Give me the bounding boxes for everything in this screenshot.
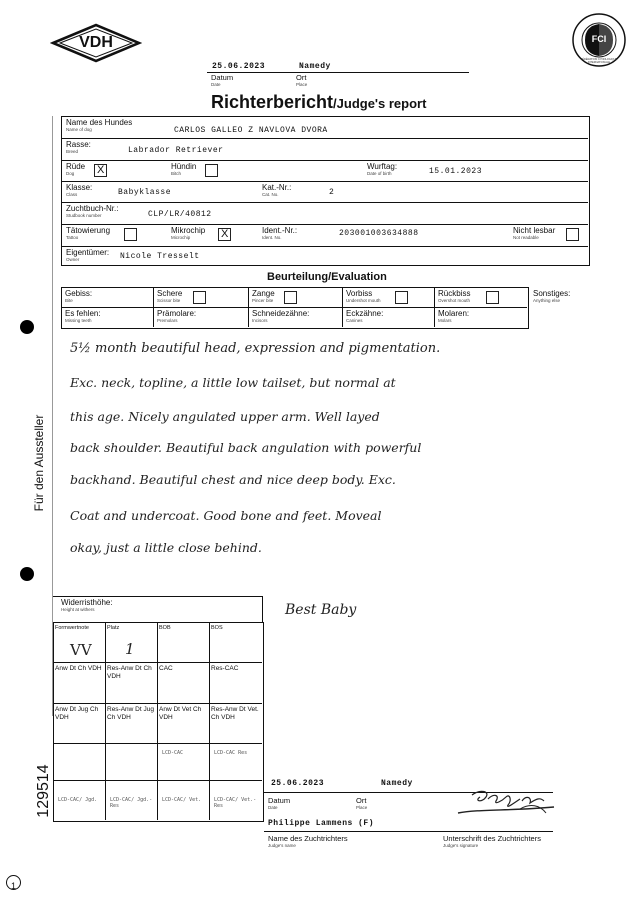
grid-stamp: LCD-CAC/ Jgd.	[58, 797, 98, 803]
scissor-checkbox[interactable]	[193, 291, 206, 304]
place-value: 1	[125, 640, 135, 658]
ident-label: Ident.-Nr.: Ident. No.	[262, 226, 298, 240]
owner-label: Eigentümer: Owner	[66, 248, 110, 262]
punch-hole	[20, 567, 34, 581]
report-line: Exc. neck, topline, a little low tailset, but normal at	[70, 375, 396, 390]
canines-label: Eckzähne: Canines	[346, 309, 384, 323]
punch-hole	[20, 320, 34, 334]
grid-cell: Anw Dt Ch VDH	[55, 665, 102, 672]
catno-value: 2	[329, 188, 335, 197]
missing-teeth-label: Es fehlen: Missing teeth	[65, 309, 101, 323]
whelped-label: Wurftag: Date of birth	[367, 162, 398, 176]
grid-stamp: LCD-CAC/ Vet.	[162, 797, 202, 803]
class-value: Babyklasse	[118, 188, 172, 197]
footer-place-value: Namedy	[381, 779, 413, 788]
footer-date-label: Datum Date	[268, 796, 291, 810]
undershot-label: Vorbiss Undershot mouth	[346, 289, 381, 303]
grid-stamp: LCD-CAC	[162, 750, 184, 756]
dog-name-value: CARLOS GALLEO Z NAVLOVA DVORA	[174, 126, 328, 135]
report-line: Coat and undercoat. Good bone and feet. Moveal	[70, 508, 382, 523]
vdh-logo	[50, 22, 142, 64]
breed-label: Rasse: Breed	[66, 140, 91, 154]
chip-check-mark: X	[221, 228, 229, 240]
molars-label: Molaren: Molars	[438, 309, 470, 323]
header-place-value: Namedy	[299, 62, 331, 71]
height-label: Widerristhöhe: Height at withers	[61, 598, 113, 612]
report-line: backhand. Beautiful chest and nice deep body. Exc.	[70, 472, 396, 487]
header-date-label: Datum Date	[211, 73, 234, 87]
judge-name-label: Name des Zuchtrichters Judge's name	[268, 834, 348, 848]
grid-header-bos: BOS	[211, 625, 223, 631]
serial-number: 129514	[35, 764, 52, 818]
page-number: 1	[10, 881, 16, 891]
placement-note: Best Baby	[285, 602, 357, 618]
ident-value: 203001003634888	[339, 229, 419, 238]
owner-value: Nicole Tresselt	[120, 252, 200, 261]
male-check-mark: X	[97, 164, 105, 176]
class-label: Klasse: Class	[66, 183, 93, 197]
scissor-label: Schere Scissor bite	[157, 289, 183, 303]
footer-date-value: 25.06.2023	[271, 779, 325, 788]
grid-cell: Anw Dt Jug Ch VDH	[55, 706, 99, 721]
fci-logo	[571, 12, 627, 68]
report-line: back shoulder. Beautiful back angulation with powerful	[70, 440, 422, 455]
grid-cell: Res-Anw Dt Ch VDH	[107, 665, 152, 680]
evaluation-title: Beurteilung/Evaluation	[267, 271, 387, 283]
grid-cell: Res-CAC	[211, 665, 239, 672]
grid-stamp: LCD-CAC/ Vet.-Res	[214, 797, 257, 809]
other-label: Sonstiges: Anything else	[533, 289, 571, 303]
chip-checkbox[interactable]	[218, 228, 231, 241]
report-line: okay, just a little close behind.	[70, 540, 262, 555]
grid-header-grade: Formwertnote	[55, 625, 89, 631]
studbook-label: Zuchtbuch-Nr.: Studbook number	[66, 204, 119, 218]
dog-name-label: Name des Hundes Name of dog	[66, 118, 133, 132]
grade-value: VV	[70, 641, 92, 659]
breed-value: Labrador Retriever	[128, 146, 224, 155]
judge-signature	[450, 783, 560, 825]
grid-stamp: LCD-CAC/ Jgd.-Res	[110, 797, 153, 809]
judge-signature-label: Unterschrift des Zuchtrichters Judge's signature	[443, 834, 541, 848]
whelped-value: 15.01.2023	[429, 167, 483, 176]
grid-cell: Res-Anw Dt Vet. Ch VDH	[211, 706, 259, 721]
female-label: Hündin Bitch	[171, 162, 197, 176]
fci-logo-text: FCI	[591, 34, 607, 44]
grid-cell: Anw Dt Vet Ch VDH	[159, 706, 202, 721]
header-date-value: 25.06.2023	[212, 62, 266, 71]
vdh-logo-text: VDH	[79, 34, 113, 51]
side-text: Für den Aussteller	[32, 414, 46, 512]
grid-cell: Res-Anw Dt Jug Ch VDH	[107, 706, 154, 721]
pincer-label: Zange Pincer bite	[252, 289, 275, 303]
judge-name-value: Philippe Lammens (F)	[268, 819, 375, 828]
catno-label: Kat.-Nr.: Cat. No.	[262, 183, 292, 197]
premolars-label: Prämolare: Premolars	[157, 309, 197, 323]
footer-place-label: Ort Place	[356, 796, 368, 810]
tattoo-checkbox[interactable]	[124, 228, 137, 241]
overshot-checkbox[interactable]	[486, 291, 499, 304]
male-checkbox[interactable]	[94, 164, 107, 177]
notread-label: Nicht lesbar Not readable	[513, 226, 556, 240]
report-line: 5½ month beautiful head, expression and pigmentation.	[70, 341, 441, 356]
page-title: Richterbericht/Judge's report	[211, 92, 427, 112]
female-checkbox[interactable]	[205, 164, 218, 177]
grid-stamp: LCD-CAC Res	[214, 750, 248, 756]
page-number-badge	[6, 875, 21, 890]
fci-ring-text: FÉDÉRATION CYNOLOGIQUE INTERNATIONALE	[580, 58, 618, 64]
pincer-checkbox[interactable]	[284, 291, 297, 304]
grid-header-bob: BOB	[159, 625, 171, 631]
tattoo-label: Tätowierung Tattoo	[66, 226, 111, 240]
header-place-label: Ort Place	[296, 73, 308, 87]
grid-header-place: Platz	[107, 625, 120, 631]
notread-checkbox[interactable]	[566, 228, 579, 241]
report-line: this age. Nicely angulated upper arm. Well layed	[70, 409, 380, 424]
bite-label: Gebiss: Bite	[65, 289, 93, 303]
overshot-label: Rückbiss Overshot mouth	[438, 289, 471, 303]
studbook-value: CLP/LR/40812	[148, 210, 212, 219]
header-rule	[207, 72, 469, 73]
male-label: Rüde Dog	[66, 162, 86, 176]
chip-label: Mikrochip Microchip	[171, 226, 206, 240]
undershot-checkbox[interactable]	[395, 291, 408, 304]
incisors-label: Schneidezähne: Incisors	[252, 309, 310, 323]
grid-cell: CAC	[159, 665, 173, 672]
